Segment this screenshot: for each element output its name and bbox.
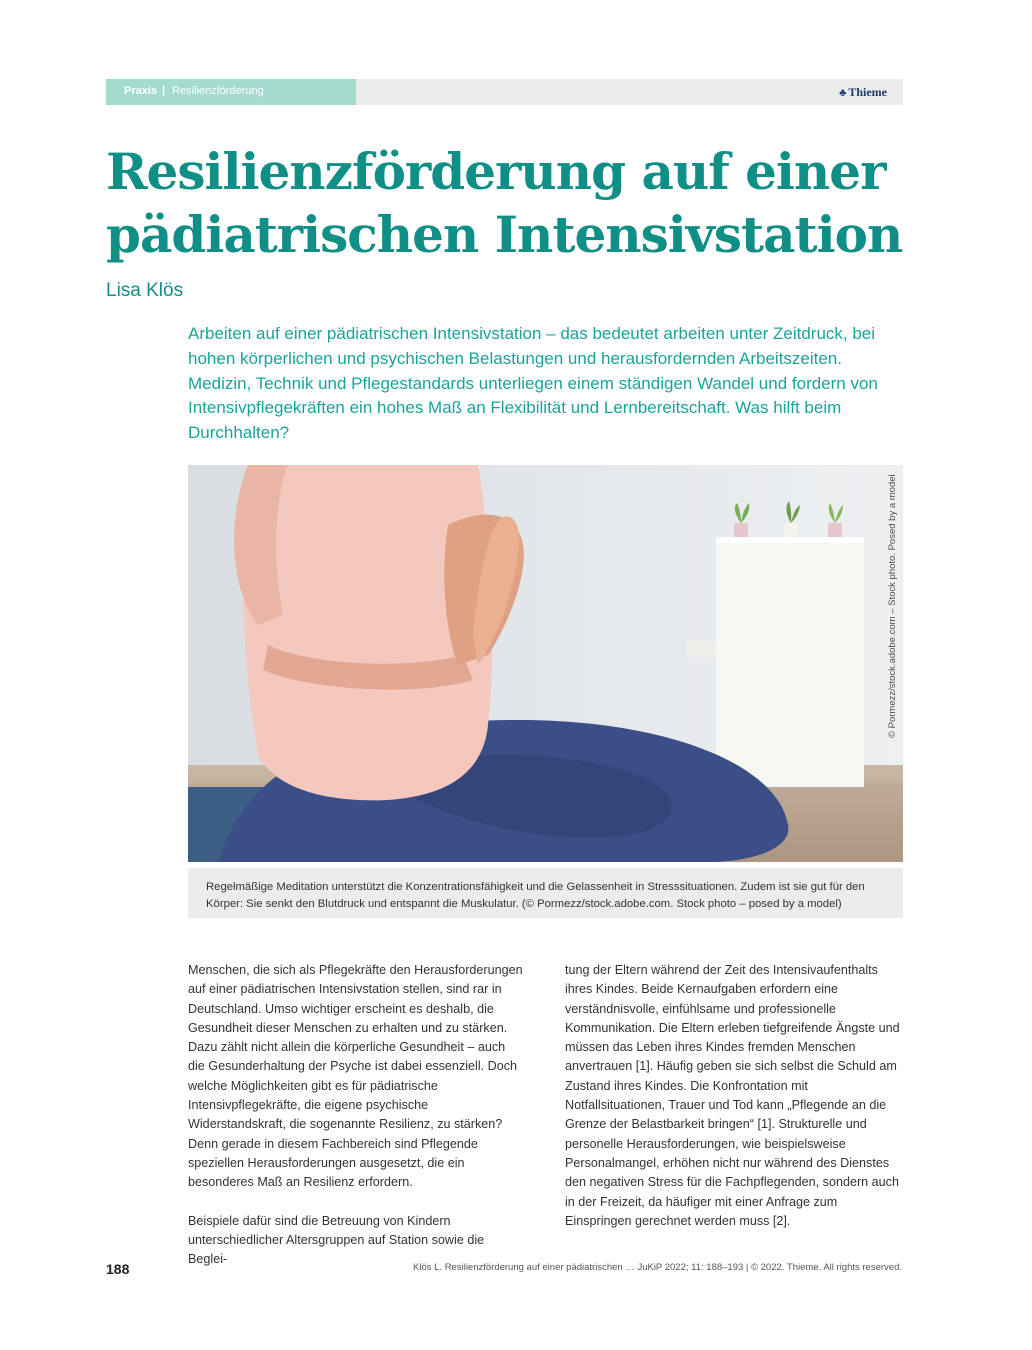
photo-credit: © Pormezz/stock.adobe.com – Stock photo. Posed by a model: [887, 474, 898, 738]
article-photo: [188, 465, 903, 862]
meditation-illustration: [188, 465, 903, 862]
section-tag: [106, 79, 356, 105]
body-paragraph: Menschen, die sich als Pflegekräfte den Herausforderungen auf einer pädiatrischen Intensivstation stellen, sind rar in Deutschland. Umso wichtiger erscheint es deshalb, die Gesundheit dieser Menschen zu erhalten und zu stärken. Dazu zählt nicht allein die körperliche Gesundheit – auch die Gesunderhaltung der Psyche ist dabei essenziell. Doch welche Möglichkeiten gibt es für pädiatrische Intensivpflegekräfte, die eigene psychische Widerstandskraft, die sogenannte Resilienz, zu stärken? Denn gerade in diesem Fachbereich sind Pflegende speziellen Herausforderungen ausgesetzt, die ein besonderes Maß an Resilienz erfordern.: [188, 963, 523, 1190]
body-column-left: [188, 961, 525, 1270]
footer-citation: Klös L. Resilienzförderung auf einer pädiatrischen … JuKiP 2022; 11: 188–193 | © 2022. Thieme. All rights reserved.: [413, 1262, 902, 1273]
body-paragraph: Beispiele dafür sind die Betreuung von Kindern unterschiedlicher Altersgruppen auf Station sowie die Beglei-: [188, 1213, 485, 1267]
publisher-name: Thieme: [848, 85, 887, 99]
section-label: Praxis: [124, 85, 158, 97]
section-separator: |: [162, 84, 166, 96]
body-column-right: [565, 961, 902, 1231]
article-lead: Arbeiten auf einer pädiatrischen Intensivstation – das bedeutet arbeiten unter Zeitdruck, bei hohen körperlichen und psychischen Belastungen und herausfordernden Arbeitszeiten. Medizin, Technik und Pflegestandards unterliegen einem ständigen Wandel und fordern von Intensivpflegekräften ein hohes Maß an Flexibilität und Lernbereitschaft. Was hilft beim Durchhalten?: [188, 324, 878, 443]
body-paragraph: tung der Eltern während der Zeit des Intensivaufenthalts ihres Kindes. Beide Kernaufgaben erfordern eine verständnisvolle, einfühlsame und professionelle Kommunikation. Die Eltern erleben tiefgreifende Ängste und müssen das Leben ihres Kindes fremden Menschen anvertrauen [1]. Häufig geben sie sich selbst die Schuld am Zustand ihres Kindes. Die Konfrontation mit Notfallsituationen, Trauer und Tod kann „Pflegende an die Grenze der Belastbarkeit bringen“ [1]. Strukturelle und personelle Herausforderungen, wie beispielsweise Personalmangel, erhöhen nicht nur während des Dienstes den negativen Stress für die Fachpflegenden, sondern auch in der Freizeit, da häufiger mit einer Anfrage zum Einspringen gerechnet werden muss [2].: [565, 963, 900, 1228]
article-title: Resilienzförderung auf einer pädiatrischen Intensivstation: [106, 142, 903, 264]
article-author: Lisa Klös: [106, 280, 184, 301]
running-header: [106, 79, 903, 105]
publisher-emblem-icon: ♣: [839, 87, 847, 99]
figure-caption-box: [188, 868, 903, 918]
page-number: 188: [106, 1261, 130, 1277]
publisher-logo: [839, 85, 887, 100]
figure-caption: Regelmäßige Meditation unterstützt die Konzentrationsfähigkeit und die Gelassenheit in Stresssituationen. Zudem ist sie gut für den Körper: Sie senkt den Blutdruck und entspannt die Muskulatur. (© Pormezz/stock.adobe.com. Stock photo – posed by a model): [206, 881, 865, 910]
topic-label: Resilienzförderung: [172, 85, 264, 97]
